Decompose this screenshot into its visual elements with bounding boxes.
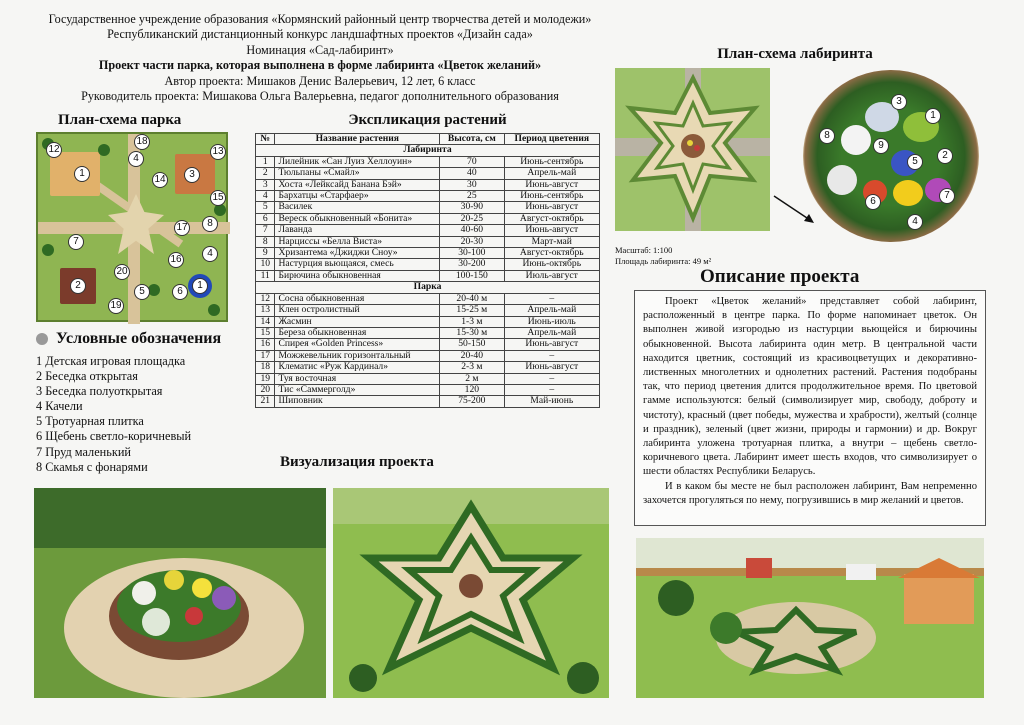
maze-plan-title: План-схема лабиринта xyxy=(717,46,873,62)
flower-label: 1 xyxy=(925,108,941,124)
table-cell: Апрель-май xyxy=(504,305,599,316)
scale-text: Масштаб: 1:100 xyxy=(615,245,673,255)
park-label: 8 xyxy=(202,216,218,232)
table-cell: Хризантема «Джиджи Сноу» xyxy=(275,248,440,259)
table-cell: Июнь-сентябрь xyxy=(504,191,599,202)
table-cell: 8 xyxy=(256,236,275,247)
table-cell: 100-150 xyxy=(440,270,504,281)
table-cell: Июль-август xyxy=(504,270,599,281)
table-cell: 12 xyxy=(256,293,275,304)
table-cell: Июнь-август xyxy=(504,362,599,373)
table-cell: 16 xyxy=(256,339,275,350)
table-row xyxy=(256,168,600,179)
table-cell: 30 xyxy=(440,179,504,190)
table-cell: 25 xyxy=(440,191,504,202)
header-org: Государственное учреждение образования «Кормянский районный центр творчества детей и молодежи» xyxy=(48,12,592,26)
table-cell: Тис «Саммерголд» xyxy=(275,384,440,395)
description-paragraph: И в каком бы месте не был расположен лабиринт, Вам непременно захочется прогуляться по нему, погрузившись в мир желаний и цветов. xyxy=(643,480,977,506)
table-cell: Жасмин xyxy=(275,316,440,327)
park-label: 12 xyxy=(46,142,62,158)
table-cell: 30-90 xyxy=(440,202,504,213)
table-cell: 19 xyxy=(256,373,275,384)
flower-label: 3 xyxy=(891,94,907,110)
table-cell: 11 xyxy=(256,270,275,281)
park-plan-image xyxy=(36,132,228,322)
legend-item: 1 Детская игровая площадка xyxy=(36,354,186,368)
col-header: № xyxy=(256,134,275,145)
table-section-row xyxy=(256,145,600,156)
table-cell: Клематис «Руж Кардинал» xyxy=(275,362,440,373)
description-title: Описание проекта xyxy=(700,266,860,287)
park-label: 15 xyxy=(210,190,226,206)
render-park-image xyxy=(636,538,984,698)
maze-scale xyxy=(615,245,711,267)
table-cell: – xyxy=(504,384,599,395)
legend xyxy=(36,330,256,475)
table-cell: 21 xyxy=(256,396,275,407)
legend-item: 6 Щебень светло-коричневый xyxy=(36,429,192,444)
table-cell: 2-3 м xyxy=(440,362,504,373)
table-row xyxy=(256,156,600,167)
table-row xyxy=(256,339,600,350)
park-plan-title: План-схема парка xyxy=(58,112,182,128)
table-cell: 9 xyxy=(256,248,275,259)
table-cell: 75-200 xyxy=(440,396,504,407)
table-row xyxy=(256,225,600,236)
table-cell: Можжевельник горизонтальный xyxy=(275,350,440,361)
park-label: 17 xyxy=(174,220,190,236)
header-nomination: Номинация «Сад-лабиринт» xyxy=(246,42,394,57)
table-row xyxy=(256,327,600,338)
legend-item: 8 Скамья с фонарями xyxy=(36,459,148,474)
bullet-icon xyxy=(36,333,48,345)
table-cell: 1-3 м xyxy=(440,316,504,327)
table-row xyxy=(256,236,600,247)
table-cell: Лаванда xyxy=(275,225,440,236)
table-cell: 6 xyxy=(256,213,275,224)
table-cell: Нарциссы «Белла Виста» xyxy=(275,236,440,247)
table-cell: Август-октябрь xyxy=(504,213,599,224)
table-cell: Бирючина обыкновенная xyxy=(275,270,440,281)
park-label: 19 xyxy=(108,298,124,314)
table-cell: Спирея «Golden Princess» xyxy=(275,339,440,350)
table-cell: 4 xyxy=(256,191,275,202)
park-label: 1 xyxy=(192,278,208,294)
table-section-row xyxy=(256,282,600,293)
flower-label: 7 xyxy=(939,188,955,204)
table-cell: 120 xyxy=(440,384,504,395)
table-cell: 13 xyxy=(256,305,275,316)
table-cell: 70 xyxy=(440,156,504,167)
park-label: 1 xyxy=(74,166,90,182)
table-row xyxy=(256,350,600,361)
table-row xyxy=(256,259,600,270)
table-row xyxy=(256,396,600,407)
table-cell: Июнь-сентябрь xyxy=(504,156,599,167)
table-cell: Июнь-октябрь xyxy=(504,259,599,270)
park-label: 20 xyxy=(114,264,130,280)
table-cell: Шиповник xyxy=(275,396,440,407)
header-supervisor: Руководитель проекта: Мишакова Ольга Валерьевна, педагог дополнительного образования xyxy=(81,89,559,104)
park-label: 6 xyxy=(172,284,188,300)
park-label: 16 xyxy=(168,252,184,268)
table-cell: 17 xyxy=(256,350,275,361)
description-paragraph: Проект «Цветок желаний» представляет собой лабиринт, расположенный в центре парка. По форме напоминает цветок. Он выполнен живой изгородью из настурции вьющейся и бирючины обыкновенной. Высота лабиринта один метр. В центральной части находится цветник, состоящий из красивоцветущих и декоративно-лиственных многолетних и однолетних растений. Растения подобраны так, что период цветения длится продолжительное время. По цветовой гамме используются: белый (символизирует мир, свободу, доброту и чистоту), красный (цвет победы, мужества и храбрости), желтый (солнце и праздник), зеленый (цвет жизни, природы и гармонии) и др. Вокруг лабиринта уложена тротуарная плитка, а внутри – щебень светло-коричневого цвета. Лабиринт имеет шесть входов, что символизирует о шести областях Республики Беларусь. xyxy=(643,296,977,478)
table-cell: Июнь-август xyxy=(504,179,599,190)
legend-item: 3 Беседка полуоткрытая xyxy=(36,384,163,399)
table-cell: 20-30 xyxy=(440,236,504,247)
park-label: 14 xyxy=(152,172,168,188)
table-row xyxy=(256,362,600,373)
table-header-row xyxy=(256,134,600,145)
visualization-title: Визуализация проекта xyxy=(280,454,434,470)
park-label: 5 xyxy=(134,284,150,300)
park-label: 4 xyxy=(128,151,144,167)
table-cell: 15-25 м xyxy=(440,305,504,316)
table-title: Экспликация растений xyxy=(348,112,507,128)
table-cell: Тюльпаны «Смайл» xyxy=(275,168,440,179)
park-label: 3 xyxy=(184,167,200,183)
plants-table xyxy=(255,133,600,408)
table-cell: 18 xyxy=(256,362,275,373)
table-cell: Клен остролистный xyxy=(275,305,440,316)
table-cell: Апрель-май xyxy=(504,327,599,338)
flower-label: 8 xyxy=(819,128,835,144)
table-cell: Лилейник «Сан Луиз Хеллоуин» xyxy=(275,156,440,167)
table-cell: Хоста «Лейксайд Банана Бэй» xyxy=(275,179,440,190)
render-maze-image xyxy=(333,488,609,698)
table-cell: Вереск обыкновенный «Бонита» xyxy=(275,213,440,224)
table-cell: – xyxy=(504,373,599,384)
maze-plan-image xyxy=(615,68,770,231)
table-cell: 50-150 xyxy=(440,339,504,350)
description-box xyxy=(634,290,986,526)
table-cell: 7 xyxy=(256,225,275,236)
table-cell: 40 xyxy=(440,168,504,179)
legend-title: Условные обозначения xyxy=(56,330,222,347)
legend-item: 2 Беседка открытая xyxy=(36,369,138,384)
table-cell: Август-октябрь xyxy=(504,248,599,259)
flower-label: 4 xyxy=(907,214,923,230)
section-label: Парка xyxy=(256,282,600,293)
table-cell: 20-40 xyxy=(440,350,504,361)
park-label: 18 xyxy=(134,134,150,150)
table-row xyxy=(256,316,600,327)
table-cell: 1 xyxy=(256,156,275,167)
table-row xyxy=(256,248,600,259)
table-cell: Май-июнь xyxy=(504,396,599,407)
table-cell: Василек xyxy=(275,202,440,213)
arrow-icon xyxy=(770,190,820,230)
table-cell: – xyxy=(504,293,599,304)
park-label: 7 xyxy=(68,234,84,250)
table-cell: 40-60 xyxy=(440,225,504,236)
park-label: 13 xyxy=(210,144,226,160)
table-cell: 10 xyxy=(256,259,275,270)
table-cell: Береза обыкновенная xyxy=(275,327,440,338)
table-cell: 20 xyxy=(256,384,275,395)
area-text: Площадь лабиринта: 49 м² xyxy=(615,256,712,266)
legend-item: 7 Пруд маленький xyxy=(36,444,131,459)
col-header: Период цветения xyxy=(504,134,599,145)
table-cell: Настурция вьющаяся, смесь xyxy=(275,259,440,270)
table-row xyxy=(256,384,600,395)
table-cell: 20-40 м xyxy=(440,293,504,304)
table-cell: 14 xyxy=(256,316,275,327)
table-cell: Июнь-август xyxy=(504,225,599,236)
flower-label: 5 xyxy=(907,154,923,170)
section-label: Лабиринта xyxy=(256,145,600,156)
park-label: 4 xyxy=(202,246,218,262)
legend-item: 5 Тротуарная плитка xyxy=(36,414,144,429)
table-row xyxy=(256,293,600,304)
table-cell: 2 м xyxy=(440,373,504,384)
flower-label: 2 xyxy=(937,148,953,164)
legend-item: 4 Качели xyxy=(36,399,83,414)
header-project: Проект части парка, которая выполнена в форме лабиринта «Цветок желаний» xyxy=(98,58,542,73)
park-label: 2 xyxy=(70,278,86,294)
flower-label: 9 xyxy=(873,138,889,154)
table-row xyxy=(256,202,600,213)
table-cell: Июнь-август xyxy=(504,202,599,213)
flower-label: 6 xyxy=(865,194,881,210)
table-cell: 2 xyxy=(256,168,275,179)
table-cell: 30-100 xyxy=(440,248,504,259)
table-cell: 3 xyxy=(256,179,275,190)
flowerbed-detail-image xyxy=(803,70,979,242)
table-cell: 20-25 xyxy=(440,213,504,224)
table-cell: Март-май xyxy=(504,236,599,247)
table-cell: – xyxy=(504,350,599,361)
table-cell: Апрель-май xyxy=(504,168,599,179)
col-header: Высота, см xyxy=(440,134,504,145)
table-cell: Июнь-август xyxy=(504,339,599,350)
table-cell: 5 xyxy=(256,202,275,213)
table-cell: Бархатцы «Старфаер» xyxy=(275,191,440,202)
table-cell: 30-200 xyxy=(440,259,504,270)
document-header xyxy=(20,12,620,104)
table-cell: Туя восточная xyxy=(275,373,440,384)
table-row xyxy=(256,270,600,281)
table-row xyxy=(256,191,600,202)
table-cell: Июнь-июль xyxy=(504,316,599,327)
render-flowerbed-image xyxy=(34,488,326,698)
table-cell: 15 xyxy=(256,327,275,338)
table-row xyxy=(256,373,600,384)
header-author: Автор проекта: Мишаков Денис Валерьевич, 12 лет, 6 класс xyxy=(164,73,476,88)
table-row xyxy=(256,179,600,190)
table-row xyxy=(256,305,600,316)
table-cell: Сосна обыкновенная xyxy=(275,293,440,304)
header-contest: Республиканский дистанционный конкурс ландшафтных проектов «Дизайн сада» xyxy=(107,27,533,42)
table-cell: 15-30 м xyxy=(440,327,504,338)
table-row xyxy=(256,213,600,224)
col-header: Название растения xyxy=(275,134,440,145)
